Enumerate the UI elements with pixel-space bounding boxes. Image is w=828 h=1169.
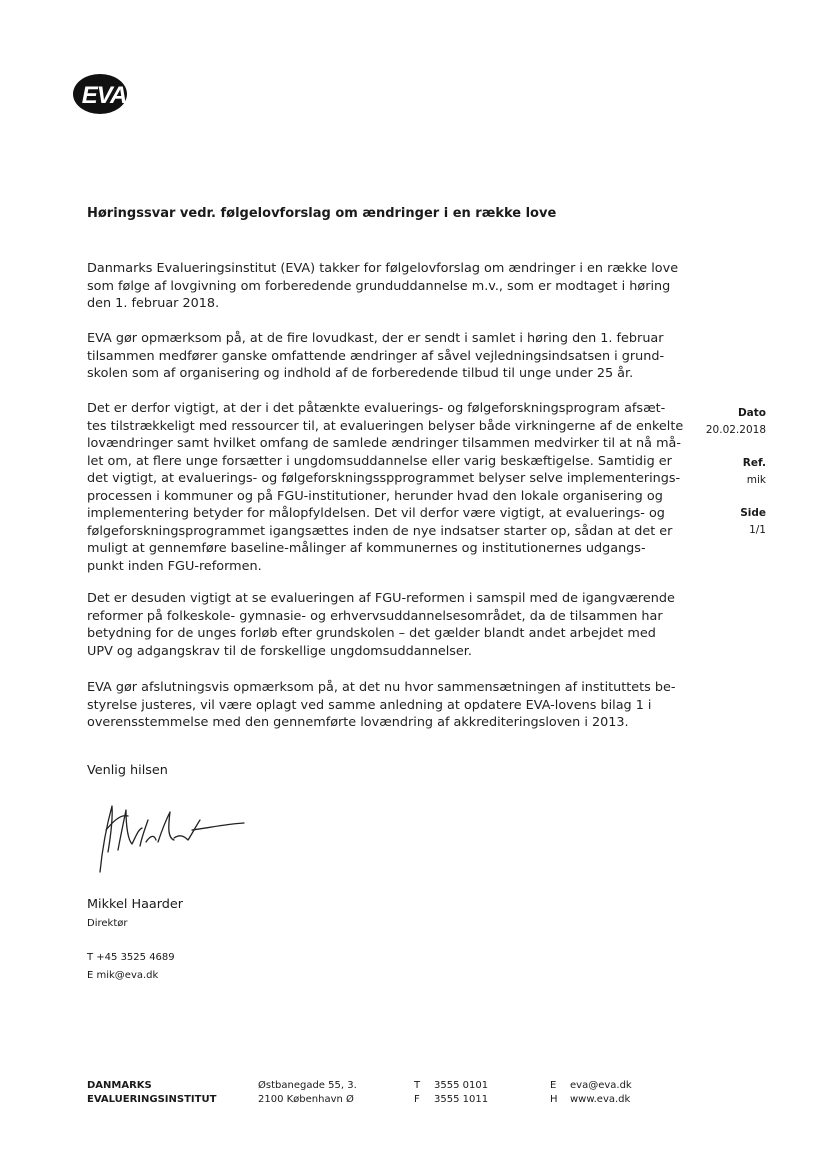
text-line: styrelse justeres, vil være oplagt ved samme anledning at opdatere EVA-lovens bilag 1 i <box>87 697 652 713</box>
text-line: punkt inden FGU-reformen. <box>87 558 262 574</box>
footer-phone <box>414 1079 488 1107</box>
footer-org-line: EVALUERINGSINSTITUT <box>87 1094 217 1105</box>
text-line: EVA gør afslutningsvis opmærksom på, at det nu hvor sammensætningen af instituttets be- <box>87 680 676 695</box>
footer-address-line: Østbanegade 55, 3. <box>258 1080 357 1091</box>
text-line: følgeforskningsprogrammet igangsættes inden de nye indsatser starter op, sådan at det er <box>87 523 673 539</box>
signer-name: Mikkel Haarder <box>87 897 184 912</box>
footer-tel-value: 3555 0101 <box>434 1080 489 1091</box>
text-line: den 1. februar 2018. <box>87 296 220 311</box>
footer-fax-value: 3555 1011 <box>434 1094 489 1105</box>
text-line: tes tilstrækkeligt med ressourcer til, at evalueringen belyser både virkningerne af de enkelte <box>87 418 684 434</box>
paragraph-2 <box>87 330 665 383</box>
text-line: betydning for de unges forløb efter grundskolen – det gælder blandt andet arbejdet med <box>87 626 656 641</box>
page-value: 1/1 <box>749 524 766 536</box>
text-line: muligt at gennemføre baseline-målinger af kommunernes og institutionernes udgangs- <box>87 541 646 556</box>
paragraph-1 <box>87 260 679 313</box>
paragraph-5 <box>87 679 676 732</box>
text-line: implementering betyder for målopfyldelsen. Det vil derfor være vigtigt, at evaluerings- og <box>87 506 665 521</box>
paragraph-4 <box>87 590 675 660</box>
text-line: UPV og adgangskrav til de forskellige ungdomsuddannelser. <box>87 643 472 659</box>
text-line: Det er desuden vigtigt at se evalueringen af FGU-reformen i samspil med de igangværende <box>87 591 675 606</box>
footer-contact <box>550 1079 632 1107</box>
reference-label: Ref. <box>742 457 766 469</box>
footer-address <box>258 1079 357 1107</box>
footer-organization <box>87 1079 216 1107</box>
signer-phone: T +45 3525 4689 <box>87 952 175 963</box>
footer-web-value[interactable]: www.eva.dk <box>570 1094 631 1105</box>
handwritten-signature <box>88 790 248 880</box>
reference-value: mik <box>746 474 766 486</box>
text-line: overensstemmelse med den gennemførte lovændring af akkrediteringsloven i 2013. <box>87 715 629 730</box>
footer-email-key: E <box>550 1080 557 1091</box>
text-line: Danmarks Evalueringsinstitut (EVA) takker for følgelovforslag om ændringer i en række love <box>87 261 679 276</box>
text-line: reformer på folkeskole- gymnasie- og erhvervsuddannelsesområdet, da de tilsammen har <box>87 608 663 624</box>
closing-greeting: Venlig hilsen <box>87 763 168 778</box>
date-value: 20.02.2018 <box>705 424 766 436</box>
signer-email: E mik@eva.dk <box>87 970 159 981</box>
footer-address-line: 2100 København Ø <box>258 1094 354 1105</box>
page-label: Side <box>740 507 766 519</box>
text-line: EVA gør opmærksom på, at de fire lovudkast, der er sendt i samlet i høring den 1. februar <box>87 331 664 346</box>
text-line: lovændringer samt hvilket omfang de samlede ændringer tilsammen medvirker til at nå må- <box>87 436 681 451</box>
date-label: Dato <box>737 407 766 419</box>
text-line: let om, at flere unge forsætter i ungdomsuddannelse eller varig beskæftigelse. Samtidig er <box>87 453 672 469</box>
text-line: det vigtigt, at evaluerings- og følgeforskningsspprogrammet belyser selve implementerings- <box>87 471 681 486</box>
footer-web-key: H <box>550 1094 558 1105</box>
page-block <box>740 507 766 536</box>
paragraph-3 <box>87 400 684 575</box>
eva-logo <box>72 71 134 115</box>
date-block <box>706 407 766 436</box>
text-line: som følge af lovgivning om forberedende grunduddannelse m.v., som er modtaget i høring <box>87 278 671 294</box>
footer-fax-key: F <box>414 1094 420 1105</box>
text-line: processen i kommuner og på FGU-institutioner, herunder hvad den lokale organisering og <box>87 488 663 504</box>
footer-email-value[interactable]: eva@eva.dk <box>570 1080 632 1091</box>
footer-tel-key: T <box>414 1080 421 1091</box>
text-line: Det er derfor vigtigt, at der i det påtænkte evaluerings- og følgeforskningsprogram afsæt- <box>87 401 666 416</box>
footer-org-line: DANMARKS <box>87 1080 152 1091</box>
text-line: skolen som af organisering og indhold af de forberedende tilbud til unge under 25 år. <box>87 366 634 381</box>
reference-block <box>743 457 766 486</box>
text-line: tilsammen medfører ganske omfattende ændringer af såvel vejledningsindsatsen i grund- <box>87 348 665 364</box>
svg-text:EVA: EVA <box>81 82 127 109</box>
letter-heading: Høringssvar vedr. følgelovforslag om ændringer i en række love <box>87 206 557 221</box>
signer-title: Direktør <box>87 918 128 929</box>
